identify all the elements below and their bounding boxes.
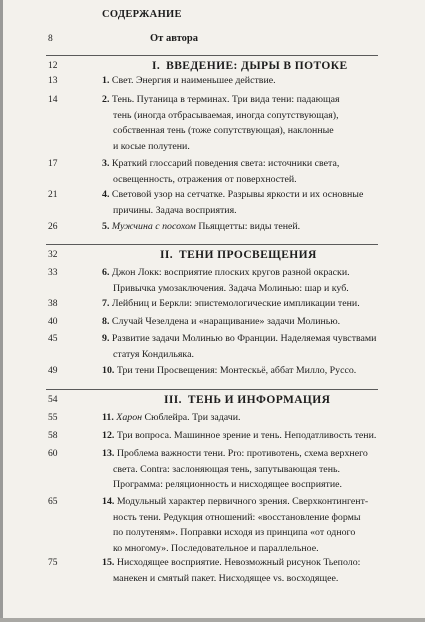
page-bottom-shadow bbox=[0, 618, 425, 622]
entry-page-number: 55 bbox=[48, 413, 58, 423]
entry-page-number: 38 bbox=[48, 299, 58, 309]
section-title: ТЕНЬ И ИНФОРМАЦИЯ bbox=[187, 394, 331, 406]
section-title: ВВЕДЕНИЕ: ДЫРЫ В ПОТОКЕ bbox=[166, 60, 348, 72]
entry-text-line: Свет. Энергия и наименьшее действие. bbox=[111, 75, 276, 86]
entry-text-line: Проблема важности тени. Pro: противотень, схема верхнего bbox=[116, 448, 368, 459]
entry-italic-title: Мужчина с посохом bbox=[111, 221, 196, 232]
toc-entry bbox=[102, 331, 392, 362]
entry-page-number: 65 bbox=[48, 497, 58, 507]
entry-page-number: 13 bbox=[48, 76, 58, 86]
section-title: ТЕНИ ПРОСВЕЩЕНИЯ bbox=[179, 249, 317, 261]
section-roman-numeral: II. bbox=[160, 249, 174, 261]
toc-entry bbox=[102, 314, 392, 330]
page-left-shadow bbox=[0, 0, 3, 622]
toc-entry bbox=[102, 428, 392, 444]
entry-number: 15. bbox=[102, 557, 115, 568]
entry-text-line: Тень. Путаница в терминах. Три вида тени: падающая bbox=[111, 94, 340, 105]
entry-text-line: манекен и смятый пакет. Нисходящее vs. восходящее. bbox=[113, 572, 339, 584]
entry-text-line: Три вопроса. Машинное зрение и тень. Неподатливость тени. bbox=[116, 430, 377, 441]
section-heading bbox=[160, 249, 317, 261]
entry-text-line: Лейбниц и Беркли: эпистемологические импликации тени. bbox=[111, 298, 360, 309]
toc-entry bbox=[102, 363, 392, 379]
entry-number: 14. bbox=[102, 496, 115, 507]
section-roman-numeral: III. bbox=[164, 394, 182, 406]
toc-entry bbox=[102, 296, 392, 312]
entry-text-line: Нисходящее восприятие. Невозможный рисунок Тьеполо: bbox=[116, 557, 361, 568]
entry-number: 13. bbox=[102, 448, 115, 459]
entry-text-line: Случай Чезелдена и «наращивание» задачи Молинью. bbox=[111, 316, 341, 327]
entry-text-line: статуя Кондильяка. bbox=[113, 348, 194, 360]
entry-number: 5. bbox=[102, 221, 110, 232]
toc-entry bbox=[102, 446, 392, 493]
entry-page-number: 45 bbox=[48, 334, 58, 344]
toc-entry bbox=[102, 410, 392, 426]
entry-number: 4. bbox=[102, 189, 110, 200]
entry-number: 7. bbox=[102, 298, 110, 309]
preface-page-number: 8 bbox=[48, 34, 53, 44]
entry-text-line: света. Contra: заслоняющая тень, запутывающая тень. bbox=[113, 463, 340, 475]
section-page-number: 32 bbox=[48, 250, 58, 260]
entry-number: 11. bbox=[102, 412, 114, 423]
entry-text-line: освещенность, отражения от поверхностей. bbox=[113, 173, 297, 185]
entry-text-line: Сюблейра. Три задачи. bbox=[142, 412, 241, 423]
entry-number: 12. bbox=[102, 430, 115, 441]
toc-entry bbox=[102, 265, 392, 296]
entry-page-number: 14 bbox=[48, 95, 58, 105]
entry-text-line: Развитие задачи Молинью во Франции. Наделяемая чувствами bbox=[111, 333, 377, 344]
entry-page-number: 17 bbox=[48, 159, 58, 169]
entry-text-line: Программа: реляционность и нисходящее восприятие. bbox=[113, 479, 342, 491]
section-roman-numeral: I. bbox=[152, 60, 161, 72]
entry-text-line: по полутеням». Поправки исходя из принципа «от одного bbox=[113, 527, 356, 539]
toc-entry bbox=[102, 187, 392, 218]
entry-page-number: 21 bbox=[48, 190, 58, 200]
entry-text-line: Три тени Просвещения: Монтескьё, аббат Милло, Руссо. bbox=[116, 365, 357, 376]
entry-number: 6. bbox=[102, 267, 110, 278]
toc-entry bbox=[102, 92, 392, 155]
entry-text-line: собственная тень (тоже сопутствующая), наклонные bbox=[113, 125, 334, 137]
entry-text-line: Световой узор на сетчатке. Разрывы яркости и их основные bbox=[111, 189, 364, 200]
entry-text-line: тень (иногда отбрасываемая, иногда сопутствующая), bbox=[113, 109, 339, 121]
section-heading bbox=[164, 394, 330, 406]
section-divider bbox=[46, 244, 378, 245]
entry-text-line: Привычка умозаключения. Задача Молинью: шар и куб. bbox=[113, 282, 349, 294]
entry-page-number: 75 bbox=[48, 558, 58, 568]
toc-entry bbox=[102, 555, 392, 586]
entry-number: 3. bbox=[102, 158, 110, 169]
toc-entry bbox=[102, 494, 392, 557]
entry-number: 8. bbox=[102, 316, 110, 327]
toc-title: СОДЕРЖАНИЕ bbox=[102, 9, 182, 20]
entry-number: 9. bbox=[102, 333, 110, 344]
toc-entry bbox=[102, 219, 392, 235]
section-divider bbox=[46, 55, 378, 56]
entry-text-line: причины. Задача восприятия. bbox=[113, 204, 237, 216]
section-page-number: 54 bbox=[48, 395, 58, 405]
entry-page-number: 33 bbox=[48, 268, 58, 278]
entry-text-line: Пьяццетты: виды теней. bbox=[195, 221, 301, 232]
entry-page-number: 60 bbox=[48, 449, 58, 459]
section-page-number: 12 bbox=[48, 61, 58, 71]
entry-number: 1. bbox=[102, 75, 110, 86]
entry-text-line: ность тени. Редукция отношений: «восстановление формы bbox=[113, 511, 361, 523]
entry-page-number: 49 bbox=[48, 366, 58, 376]
entry-number: 2. bbox=[102, 94, 110, 105]
entry-page-number: 26 bbox=[48, 222, 58, 232]
entry-page-number: 40 bbox=[48, 317, 58, 327]
entry-italic-title: Харон bbox=[116, 412, 143, 423]
section-heading bbox=[152, 60, 348, 72]
toc-entry bbox=[102, 156, 392, 187]
entry-text-line: и косые полутени. bbox=[113, 141, 190, 153]
entry-number: 10. bbox=[102, 365, 115, 376]
entry-page-number: 58 bbox=[48, 431, 58, 441]
section-divider bbox=[46, 389, 378, 390]
toc-entry bbox=[102, 73, 392, 89]
entry-text-line: Модульный характер первичного зрения. Сверхконтингент- bbox=[116, 496, 369, 507]
entry-text-line: Джон Локк: восприятие плоских кругов разной окраски. bbox=[111, 267, 350, 278]
entry-text-line: ко многому». Последовательное и параллельное. bbox=[113, 543, 319, 555]
entry-text-line: Краткий глоссарий поведения света: источники света, bbox=[111, 158, 340, 169]
preface-title: От автора bbox=[150, 33, 198, 44]
